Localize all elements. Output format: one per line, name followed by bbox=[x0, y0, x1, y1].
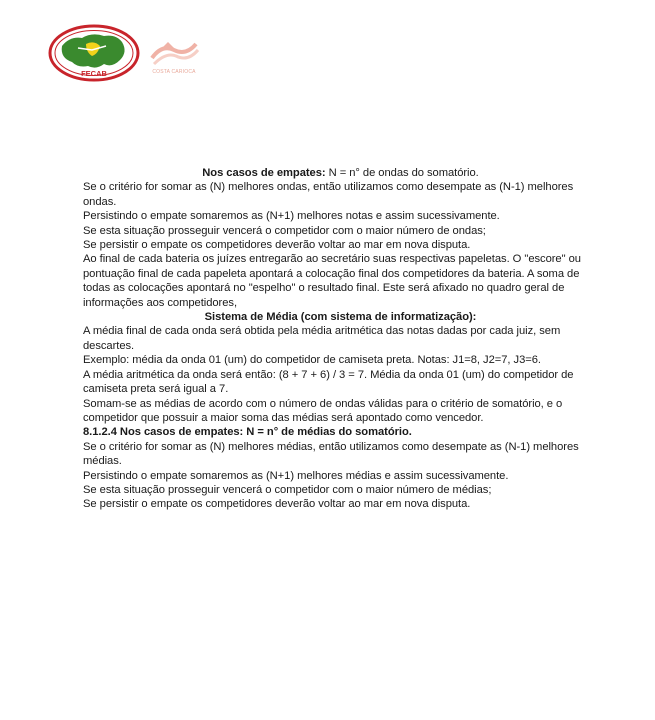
heading-empates-ondas-bold: Nos casos de empates: bbox=[202, 167, 326, 179]
costa-logo bbox=[144, 36, 204, 80]
heading-empates-ondas bbox=[83, 166, 598, 180]
fecab-logo-text: FECAB bbox=[81, 69, 107, 78]
paragraph: Se persistir o empate os competidores deverão voltar ao mar em nova disputa. bbox=[83, 498, 471, 511]
paragraph: A média aritmética da onda será então: (8 + 7 + 6) / 3 = 7. Média da onda 01 (um) do competidor de camiseta preta será igual a 7. bbox=[83, 368, 574, 396]
paragraph: Ao final de cada bateria os juízes entregarão ao secretário suas respectivas papeletas. O "escore" ou pontuação final de cada papeleta apontará a colocação final dos competidores da bateria. A soma de todas as colocações apontará no "espelho" o resultado final. Este será afixado no quadro geral de informações aos competidores, bbox=[83, 253, 581, 309]
costa-logo-caption: COSTA CARIOCA bbox=[152, 69, 196, 75]
document-body bbox=[83, 166, 598, 512]
paragraph: Se o critério for somar as (N) melhores médias, então utilizamos como desempate as (N-1) melhores médias. bbox=[83, 440, 579, 468]
header-logos bbox=[48, 24, 218, 84]
heading-empates-medias-text: 8.1.2.4 Nos casos de empates: N = n° de médias do somatório. bbox=[83, 426, 412, 439]
heading-sistema-media-text: Sistema de Média (com sistema de informatização): bbox=[204, 311, 477, 324]
heading-empates-medias bbox=[83, 425, 598, 439]
paragraph: A média final de cada onda será obtida pela média aritmética das notas dadas por cada juiz, sem descartes. bbox=[83, 325, 561, 352]
paragraph: Persistindo o empate somaremos as (N+1) melhores médias e assim sucessivamente. bbox=[83, 469, 509, 482]
costa-logo-graphic bbox=[144, 36, 204, 68]
paragraph: Se esta situação prosseguir vencerá o competidor com o maior número de médias; bbox=[83, 483, 492, 496]
paragraph: Somam-se as médias de acordo com o número de ondas válidas para o critério de somatório, e o competidor que possuir a maior soma das médias será apontado como vencedor. bbox=[83, 397, 563, 424]
paragraph: Exemplo: média da onda 01 (um) do competidor de camiseta preta. Notas: J1=8, J2=7, J3=6. bbox=[83, 354, 541, 367]
paragraph: Se esta situação prosseguir vencerá o competidor com o maior número de ondas; bbox=[83, 224, 486, 237]
heading-empates-ondas-rest: N = n° de ondas do somatório. bbox=[325, 167, 479, 179]
paragraph: Se o critério for somar as (N) melhores ondas, então utilizamos como desempate as (N-1) melhores ondas. bbox=[83, 181, 574, 208]
paragraph: Se persistir o empate os competidores deverão voltar ao mar em nova disputa. bbox=[83, 239, 471, 252]
fecab-logo bbox=[48, 24, 140, 82]
paragraph: Persistindo o empate somaremos as (N+1) melhores notas e assim sucessivamente. bbox=[83, 210, 500, 223]
heading-sistema-media bbox=[83, 310, 598, 324]
